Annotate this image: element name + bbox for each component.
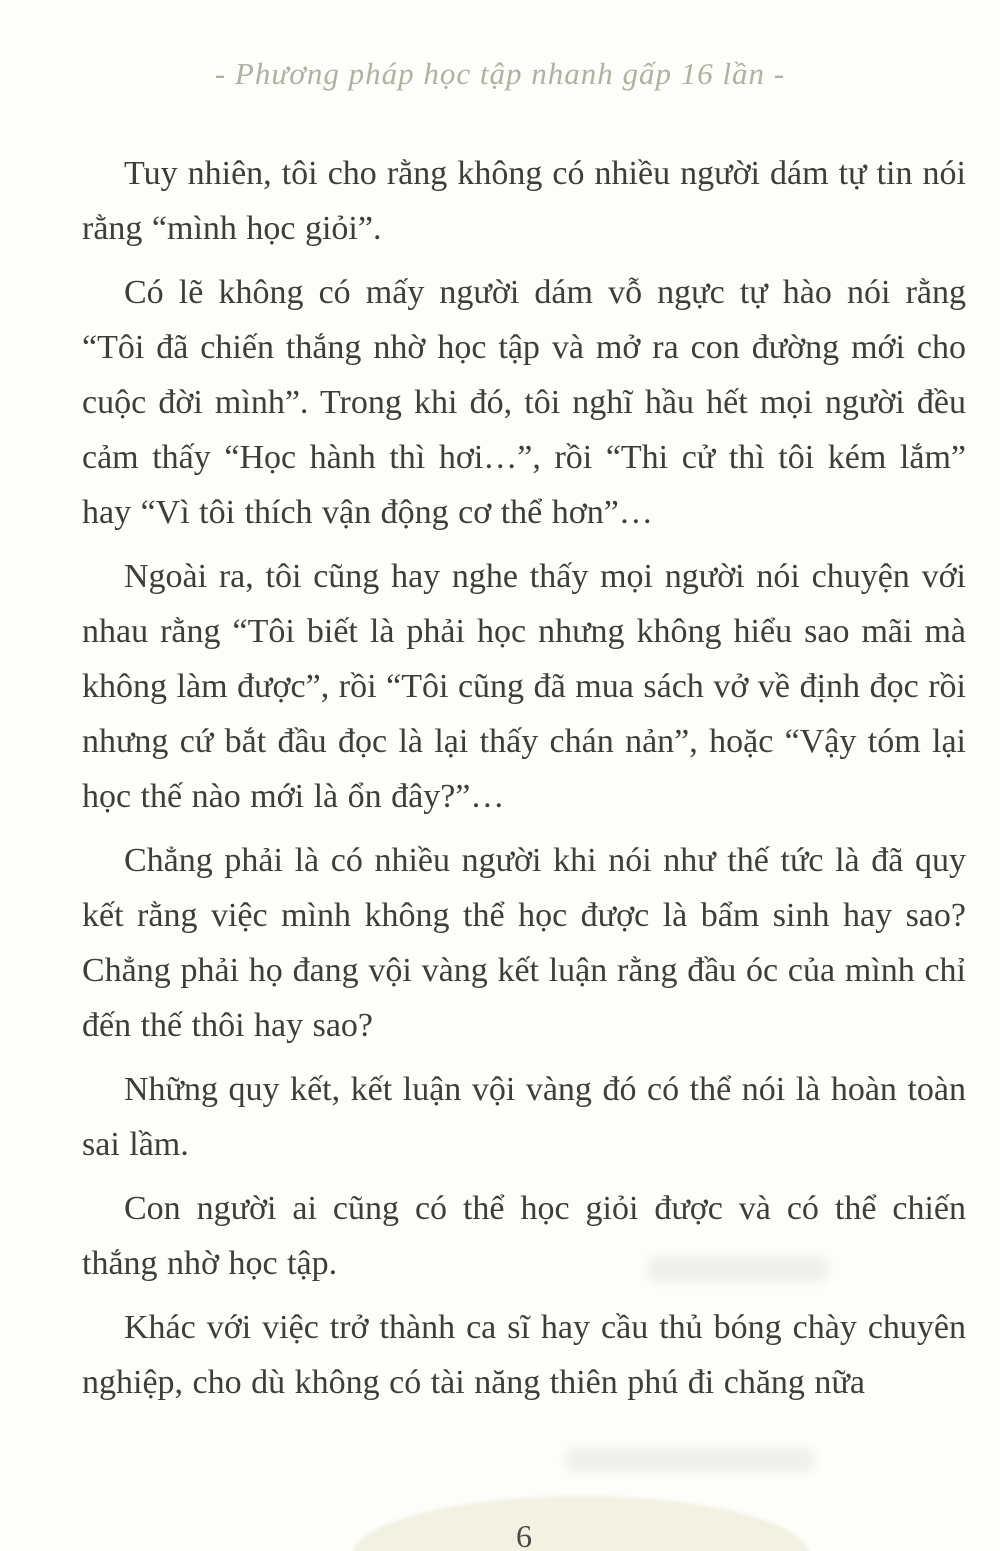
paragraph-7: Khác với việc trở thành ca sĩ hay cầu thủ bóng chày chuyên nghiệp, cho dù không có tài năng thiên phú đi chăng nữa — [82, 1309, 966, 1401]
body-text — [82, 146, 966, 1419]
bleedthrough-smudge — [648, 1256, 828, 1282]
bleedthrough-smudge — [566, 1448, 814, 1472]
paragraph-5: Những quy kết, kết luận vội vàng đó có thể nói là hoàn toàn sai lầm. — [82, 1071, 966, 1163]
paragraph-3: Ngoài ra, tôi cũng hay nghe thấy mọi người nói chuyện với nhau rằng “Tôi biết là phải học nhưng không hiểu sao mãi mà không làm được”, rồi “Tôi cũng đã mua sách vở về định đọc rồi nhưng cứ bắt đầu đọc là lại thấy chán nản”, hoặc “Vậy tóm lại học thế nào mới là ổn đây?”… — [82, 558, 966, 815]
paragraph-4: Chẳng phải là có nhiều người khi nói như thế tức là đã quy kết rằng việc mình không thể học được là bẩm sinh hay sao? Chẳng phải họ đang vội vàng kết luận rằng đầu óc của mình chỉ đến thế thôi hay sao? — [82, 842, 966, 1044]
running-header: - Phương pháp học tập nhanh gấp 16 lần - — [214, 56, 786, 91]
page-number: 6 — [516, 1518, 532, 1551]
paragraph-2: Có lẽ không có mấy người dám vỗ ngực tự hào nói rằng “Tôi đã chiến thắng nhờ học tập và mở ra con đường mới cho cuộc đời mình”. Trong khi đó, tôi nghĩ hầu hết mọi người đều cảm thấy “Học hành thì hơi…”, rồi “Thi cử thì tôi kém lắm” hay “Vì tôi thích vận động cơ thể hơn”… — [82, 274, 966, 531]
paragraph-6: Con người ai cũng có thể học giỏi được và có thể chiến thắng nhờ học tập. — [82, 1190, 966, 1282]
paragraph-1: Tuy nhiên, tôi cho rằng không có nhiều người dám tự tin nói rằng “mình học giỏi”. — [82, 155, 966, 247]
